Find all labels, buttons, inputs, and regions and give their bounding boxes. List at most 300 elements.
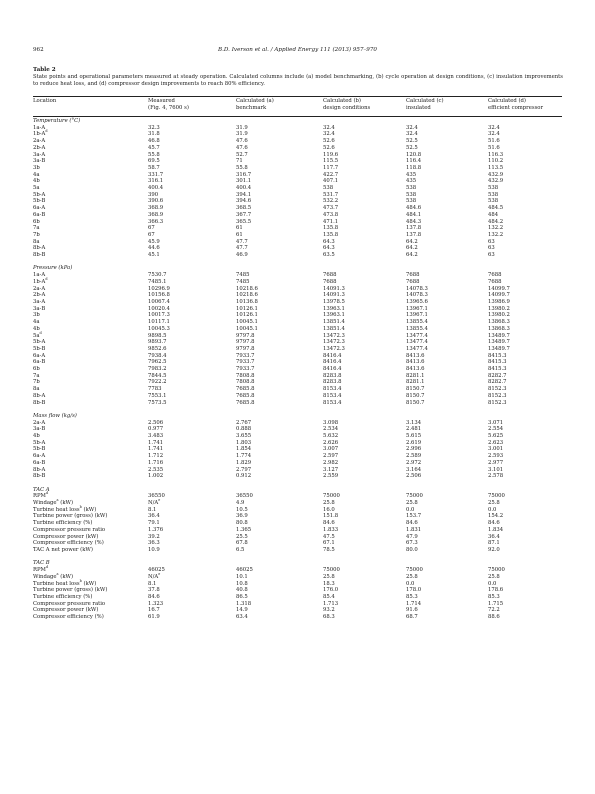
- cell-calc-d: 88.6: [488, 614, 500, 621]
- table-row: [33, 172, 562, 179]
- cell-measured: 0.977: [148, 426, 164, 433]
- table-label: Table 2: [33, 67, 56, 73]
- cell-measured: 61.9: [148, 614, 160, 621]
- cell-calc-a: 67.8: [236, 540, 248, 547]
- cell-location: 2b-A: [33, 292, 46, 299]
- cell-location: 7b: [33, 379, 40, 386]
- cell-location: 1a-A: [33, 124, 46, 131]
- cell-calc-b: 13978.5: [323, 298, 345, 305]
- cell-location: 5b-A: [33, 439, 46, 446]
- cell-calc-c: 52.5: [406, 138, 418, 145]
- table-row: [33, 125, 562, 132]
- cell-calc-c: 64.2: [406, 238, 418, 245]
- table-row: [33, 131, 562, 138]
- cell-calc-c: 52.5: [406, 144, 418, 151]
- cell-calc-c: 484.6: [406, 205, 422, 212]
- cell-measured: 45.9: [148, 238, 160, 245]
- cell-calc-a: 1.854: [236, 446, 252, 453]
- cell-calc-b: 78.5: [323, 547, 335, 553]
- cell-calc-a: 9797.8: [236, 339, 255, 346]
- cell-calc-c: 13477.4: [406, 339, 428, 346]
- cell-calc-a: 31.9: [236, 131, 248, 138]
- cell-calc-c: 435: [406, 178, 417, 185]
- table-row: [33, 574, 562, 581]
- cell-calc-a: 367.7: [236, 211, 252, 218]
- cell-measured: 366.3: [148, 218, 164, 225]
- cell-calc-c: 2.481: [406, 426, 422, 433]
- cell-measured: 10020.4: [148, 305, 170, 312]
- cell-calc-c: 75000: [406, 493, 423, 500]
- cell-calc-b: 8416.4: [323, 366, 342, 373]
- cell-calc-c: 13855.4: [406, 319, 428, 326]
- cell-location: 5b-A: [33, 339, 46, 346]
- cell-measured: $N/A^e$: [148, 498, 161, 507]
- cell-calc-a: 1.318: [236, 600, 252, 607]
- table-row: [33, 386, 562, 393]
- cell-calc-b: 2.626: [323, 439, 339, 446]
- cell-calc-c: 85.3: [406, 593, 418, 600]
- cell-calc-d: 154.2: [488, 513, 504, 520]
- header-calc-c: Calculated (c) insulated: [406, 98, 444, 111]
- cell-measured: 8.1: [148, 506, 157, 513]
- cell-calc-b: 538: [323, 185, 334, 192]
- cell-location: 3a-B: [33, 305, 46, 312]
- cell-calc-c: 8150.7: [406, 386, 425, 393]
- cell-calc-d: 8152.3: [488, 399, 507, 406]
- cell-calc-a: 10136.8: [236, 298, 258, 305]
- cell-calc-b: 119.6: [323, 151, 339, 158]
- cell-calc-d: 113.5: [488, 164, 504, 171]
- cell-calc-a: 6.5: [236, 547, 245, 553]
- table-row: [33, 513, 562, 520]
- cell-location: 8b-A: [33, 466, 46, 473]
- cell-calc-c: 32.4: [406, 131, 418, 138]
- cell-measured: 10045.3: [148, 325, 170, 332]
- cell-calc-d: 432.9: [488, 178, 504, 185]
- table-row: [33, 594, 562, 601]
- cell-calc-a: 47.7: [236, 245, 248, 252]
- cell-calc-b: 67.1: [323, 540, 335, 547]
- cell-location: $1b-A^d$: [33, 277, 48, 285]
- table-row: [33, 279, 562, 286]
- cell-calc-b: 3.098: [323, 419, 339, 426]
- cell-measured: 69.5: [148, 158, 160, 165]
- cell-calc-d: 51.6: [488, 144, 500, 151]
- table-row: [33, 473, 562, 480]
- table-row: [33, 145, 562, 152]
- cell-calc-a: 10126.1: [236, 305, 258, 312]
- header-calc-b: Calculated (b) design conditions: [323, 98, 371, 111]
- cell-location: 6a-B: [33, 359, 46, 366]
- cell-calc-c: 8281.1: [406, 372, 425, 379]
- cell-calc-a: 61: [236, 225, 243, 232]
- table-row: [33, 319, 562, 326]
- section-title: Pressure (kPa): [33, 265, 73, 272]
- cell-calc-a: 0.888: [236, 426, 252, 433]
- cell-calc-c: 137.8: [406, 225, 422, 232]
- cell-measured: 10117.1: [148, 319, 170, 326]
- cell-calc-c: 8413.6: [406, 366, 425, 373]
- cell-calc-c: 120.8: [406, 151, 422, 158]
- table-row: [33, 527, 562, 534]
- table-row: [33, 440, 562, 447]
- cell-location: Compressor pressure ratio: [33, 600, 106, 607]
- cell-calc-b: 135.8: [323, 231, 339, 238]
- cell-calc-d: 87.1: [488, 540, 500, 547]
- cell-calc-d: 2.578: [488, 473, 504, 480]
- table-row: [33, 225, 562, 232]
- cell-calc-b: 16.0: [323, 506, 335, 513]
- cell-calc-d: 7688: [488, 272, 502, 279]
- cell-calc-c: 1.831: [406, 526, 422, 533]
- cell-measured: 7573.5: [148, 399, 167, 406]
- cell-calc-a: 10.5: [236, 506, 248, 513]
- cell-calc-c: 8281.1: [406, 379, 425, 386]
- table-row: [33, 292, 562, 299]
- cell-location: 3a-A: [33, 298, 46, 305]
- cell-calc-a: 47.6: [236, 144, 248, 151]
- cell-calc-d: 538: [488, 185, 499, 192]
- cell-calc-c: 0.0: [406, 506, 415, 513]
- cell-measured: 79.1: [148, 520, 160, 527]
- cell-calc-d: 75000: [488, 567, 505, 574]
- cell-location: 5b-B: [33, 345, 46, 352]
- cell-calc-b: 13963.1: [323, 305, 345, 312]
- table-row: [33, 272, 562, 279]
- cell-calc-d: 432.9: [488, 171, 504, 178]
- table-row: [33, 460, 562, 467]
- cell-calc-d: 2.554: [488, 426, 504, 433]
- cell-calc-d: 116.3: [488, 151, 504, 158]
- cell-calc-b: 8416.4: [323, 359, 342, 366]
- header-measured: Measured (Fig. 4, 7600 s): [148, 98, 189, 111]
- table-row: [33, 426, 562, 433]
- cell-location: 8b-B: [33, 252, 46, 259]
- cell-calc-a: 316.7: [236, 171, 252, 178]
- table-row: [33, 601, 562, 608]
- cell-calc-b: 25.8: [323, 573, 335, 580]
- cell-location: 6b: [33, 366, 40, 373]
- cell-calc-c: 25.8: [406, 573, 418, 580]
- cell-calc-b: 422.7: [323, 171, 339, 178]
- cell-calc-d: 2.977: [488, 459, 504, 466]
- cell-calc-a: 63.4: [236, 614, 248, 621]
- cell-calc-b: 68.3: [323, 614, 335, 621]
- cell-calc-b: 52.6: [323, 138, 335, 145]
- table-row: [33, 198, 562, 205]
- cell-location: $5a^d$: [33, 330, 42, 339]
- table-row: [33, 232, 562, 239]
- cell-calc-a: 2.767: [236, 419, 252, 426]
- section-title: Temperature (°C): [33, 118, 81, 124]
- cell-calc-a: 4.9: [236, 500, 245, 507]
- cell-location: Turbine heat loss$^b$ (kW): [33, 578, 97, 587]
- table-row: [33, 540, 562, 547]
- cell-measured: 1.323: [148, 600, 164, 607]
- cell-calc-c: 64.2: [406, 252, 418, 259]
- cell-location: 8b-B: [33, 473, 46, 480]
- table-row: [33, 359, 562, 366]
- cell-measured: 7983.2: [148, 366, 167, 373]
- cell-measured: 45.1: [148, 252, 160, 259]
- section-heading: [33, 265, 562, 272]
- cell-measured: 2.535: [148, 466, 164, 473]
- cell-calc-a: 10.1: [236, 573, 248, 580]
- cell-location: 7a: [33, 225, 40, 232]
- cell-calc-c: 67.3: [406, 540, 418, 547]
- cell-calc-d: 85.3: [488, 593, 500, 600]
- cell-calc-c: 14078.3: [406, 285, 428, 292]
- cell-calc-c: 13477.4: [406, 332, 428, 339]
- table-row: [33, 534, 562, 541]
- cell-calc-b: 64.3: [323, 245, 335, 252]
- table-row: [33, 306, 562, 313]
- cell-calc-b: 471.1: [323, 218, 339, 225]
- cell-calc-b: 8416.4: [323, 352, 342, 359]
- table-row: [33, 158, 562, 165]
- table-row: [33, 446, 562, 453]
- cell-calc-c: 5.615: [406, 433, 422, 440]
- cell-location: Turbine power (gross) (kW): [33, 513, 108, 520]
- cell-measured: 3.483: [148, 433, 164, 440]
- cell-measured: 36.4: [148, 513, 160, 520]
- cell-measured: 7553.1: [148, 392, 167, 399]
- cell-location: Windage$^a$ (kW): [33, 498, 74, 507]
- cell-measured: 46025: [148, 567, 165, 574]
- cell-calc-b: 85.4: [323, 593, 335, 600]
- cell-location: 3b: [33, 164, 40, 171]
- cell-measured: 10017.3: [148, 312, 170, 319]
- cell-calc-c: 435: [406, 171, 417, 178]
- cell-calc-b: 2.982: [323, 459, 339, 466]
- cell-calc-b: 75000: [323, 493, 340, 500]
- cell-calc-a: 86.5: [236, 593, 248, 600]
- cell-location: 7a: [33, 372, 40, 379]
- table-row: [33, 420, 562, 427]
- cell-calc-b: 84.6: [323, 520, 335, 527]
- cell-location: 6a-A: [33, 352, 46, 359]
- cell-calc-d: 1.715: [488, 600, 504, 607]
- cell-calc-b: 8153.4: [323, 386, 342, 393]
- cell-calc-d: 484.2: [488, 218, 504, 225]
- cell-location: RPM$^d$: [33, 491, 49, 500]
- cell-calc-a: 10218.6: [236, 285, 258, 292]
- cell-calc-a: 40.8: [236, 587, 248, 594]
- cell-measured: 10067.4: [148, 298, 170, 305]
- cell-calc-d: 13489.7: [488, 332, 510, 339]
- cell-location: Compressor power (kW): [33, 533, 99, 540]
- cell-location: 4a: [33, 171, 40, 178]
- cell-calc-d: 13980.2: [488, 305, 510, 312]
- row-spacer: [33, 259, 562, 266]
- cell-calc-c: 80.0: [406, 547, 418, 553]
- cell-calc-c: 2.996: [406, 446, 422, 453]
- table-row: [33, 567, 562, 574]
- cell-calc-d: 72.2: [488, 607, 500, 614]
- cell-calc-d: 8282.7: [488, 379, 507, 386]
- cell-calc-a: 10126.1: [236, 312, 258, 319]
- cell-measured: 1.376: [148, 526, 164, 533]
- cell-measured: 400.4: [148, 185, 164, 192]
- cell-calc-d: 32.4: [488, 124, 500, 131]
- cell-calc-a: 394.1: [236, 191, 252, 198]
- table-row: [33, 467, 562, 474]
- cell-calc-d: 3.101: [488, 466, 504, 473]
- cell-calc-b: 2.559: [323, 473, 339, 480]
- cell-calc-c: 14078.3: [406, 292, 428, 299]
- cell-calc-b: 532.2: [323, 198, 339, 205]
- cell-calc-b: 117.7: [323, 164, 339, 171]
- cell-calc-b: 13963.1: [323, 312, 345, 319]
- cell-calc-c: 118.8: [406, 164, 422, 171]
- cell-measured: 58.7: [148, 164, 160, 171]
- cell-calc-b: 13851.4: [323, 325, 345, 332]
- cell-calc-a: 7933.7: [236, 366, 255, 373]
- cell-calc-c: 13855.4: [406, 325, 428, 332]
- cell-calc-b: 151.8: [323, 513, 339, 520]
- cell-calc-a: 3.655: [236, 433, 252, 440]
- cell-measured: 36.3: [148, 540, 160, 547]
- cell-calc-b: 13472.3: [323, 332, 345, 339]
- section-heading: [33, 413, 562, 420]
- table-row: [33, 286, 562, 293]
- cell-location: 8b-A: [33, 245, 46, 252]
- cell-calc-c: 47.9: [406, 533, 418, 540]
- cell-calc-b: 64.3: [323, 238, 335, 245]
- table-row: [33, 433, 562, 440]
- cell-calc-c: 13965.6: [406, 298, 428, 305]
- cell-calc-d: 25.8: [488, 500, 500, 507]
- cell-calc-a: 7808.8: [236, 379, 255, 386]
- cell-calc-d: 75000: [488, 493, 505, 500]
- cell-calc-a: 0.912: [236, 473, 252, 480]
- table-row: [33, 138, 562, 145]
- cell-calc-d: 7688: [488, 278, 502, 285]
- journal-citation: B.D. Iverson et al. / Applied Energy 111 (2013) 957–970: [217, 47, 377, 53]
- cell-calc-c: 178.0: [406, 587, 422, 594]
- cell-calc-c: 153.7: [406, 513, 422, 520]
- cell-calc-b: 93.2: [323, 607, 335, 614]
- table-row: [33, 520, 562, 527]
- cell-calc-b: 176.0: [323, 587, 339, 594]
- cell-calc-b: 531.7: [323, 191, 339, 198]
- cell-calc-d: 84.6: [488, 520, 500, 527]
- cell-calc-a: 47.6: [236, 138, 248, 145]
- cell-calc-c: 75000: [406, 567, 423, 574]
- cell-calc-b: 75000: [323, 567, 340, 574]
- cell-calc-a: 2.797: [236, 466, 252, 473]
- cell-calc-a: 52.7: [236, 151, 248, 158]
- cell-calc-a: 7808.8: [236, 372, 255, 379]
- table-row: [33, 379, 562, 386]
- table-row: [33, 326, 562, 333]
- table-row: [33, 252, 562, 259]
- cell-measured: 55.8: [148, 151, 160, 158]
- cell-calc-a: 10.8: [236, 580, 248, 587]
- cell-calc-c: 0.0: [406, 580, 415, 587]
- cell-calc-b: 13472.3: [323, 339, 345, 346]
- cell-calc-a: 7685.8: [236, 399, 255, 406]
- cell-calc-d: 13986.9: [488, 298, 510, 305]
- cell-calc-a: 7685.8: [236, 392, 255, 399]
- cell-calc-a: 46025: [236, 567, 253, 574]
- table-row: [33, 178, 562, 185]
- cell-measured: 7922.2: [148, 379, 167, 386]
- cell-calc-a: 25.5: [236, 533, 248, 540]
- cell-measured: 10156.8: [148, 292, 170, 299]
- cell-location: TAC A net power (kW): [33, 547, 93, 553]
- cell-calc-c: 2.506: [406, 473, 422, 480]
- row-spacer: [33, 554, 562, 561]
- cell-calc-c: 2.972: [406, 459, 422, 466]
- cell-measured: 368.9: [148, 211, 164, 218]
- cell-calc-c: 13967.1: [406, 312, 428, 319]
- cell-calc-c: 84.6: [406, 520, 418, 527]
- cell-location: 4a: [33, 319, 40, 326]
- cell-calc-c: 8150.7: [406, 399, 425, 406]
- cell-calc-c: 2.619: [406, 439, 422, 446]
- cell-calc-a: 9797.8: [236, 332, 255, 339]
- cell-calc-c: 8413.6: [406, 352, 425, 359]
- cell-calc-d: 110.2: [488, 158, 504, 165]
- cell-calc-a: 1.829: [236, 459, 252, 466]
- cell-calc-c: 7688: [406, 272, 420, 279]
- cell-calc-b: 1.713: [323, 600, 339, 607]
- table-top-rule: [33, 96, 562, 97]
- cell-calc-d: 1.834: [488, 526, 504, 533]
- cell-location: 2b-A: [33, 144, 46, 151]
- cell-calc-c: 484.3: [406, 218, 422, 225]
- cell-calc-b: 135.8: [323, 225, 339, 232]
- cell-measured: 331.7: [148, 171, 164, 178]
- cell-calc-c: 8150.7: [406, 392, 425, 399]
- table-row: [33, 453, 562, 460]
- cell-calc-a: 7933.7: [236, 359, 255, 366]
- cell-location: 8a: [33, 386, 40, 393]
- cell-calc-b: 8153.4: [323, 392, 342, 399]
- cell-calc-a: 1.365: [236, 526, 252, 533]
- cell-calc-d: 8415.3: [488, 366, 507, 373]
- cell-calc-b: 8283.8: [323, 372, 342, 379]
- table-row: [33, 547, 562, 554]
- cell-measured: 1.741: [148, 439, 164, 446]
- table-row: [33, 299, 562, 306]
- table-row: [33, 607, 562, 614]
- cell-measured: 31.8: [148, 131, 160, 138]
- cell-calc-a: 10218.6: [236, 292, 258, 299]
- cell-location: 8b-A: [33, 392, 46, 399]
- cell-location: Turbine efficiency (%): [33, 520, 93, 527]
- cell-measured: 7783: [148, 386, 162, 393]
- cell-calc-d: 13489.7: [488, 345, 510, 352]
- cell-calc-b: 1.833: [323, 526, 339, 533]
- cell-calc-b: 13851.4: [323, 319, 345, 326]
- cell-location: Turbine power (gross) (kW): [33, 587, 108, 594]
- section-heading: [33, 118, 562, 125]
- cell-calc-a: 301.1: [236, 178, 252, 185]
- cell-calc-d: 63: [488, 245, 495, 252]
- cell-calc-d: 0.0: [488, 580, 497, 587]
- cell-calc-d: 14099.7: [488, 292, 510, 299]
- cell-measured: 10296.9: [148, 285, 170, 292]
- cell-location: 8b-B: [33, 399, 46, 406]
- cell-calc-d: 8152.3: [488, 386, 507, 393]
- cell-location: 6a-B: [33, 459, 46, 466]
- cell-calc-a: 1.803: [236, 439, 252, 446]
- cell-calc-d: 8415.3: [488, 359, 507, 366]
- cell-calc-b: 473.7: [323, 205, 339, 212]
- cell-location: Compressor pressure ratio: [33, 526, 106, 533]
